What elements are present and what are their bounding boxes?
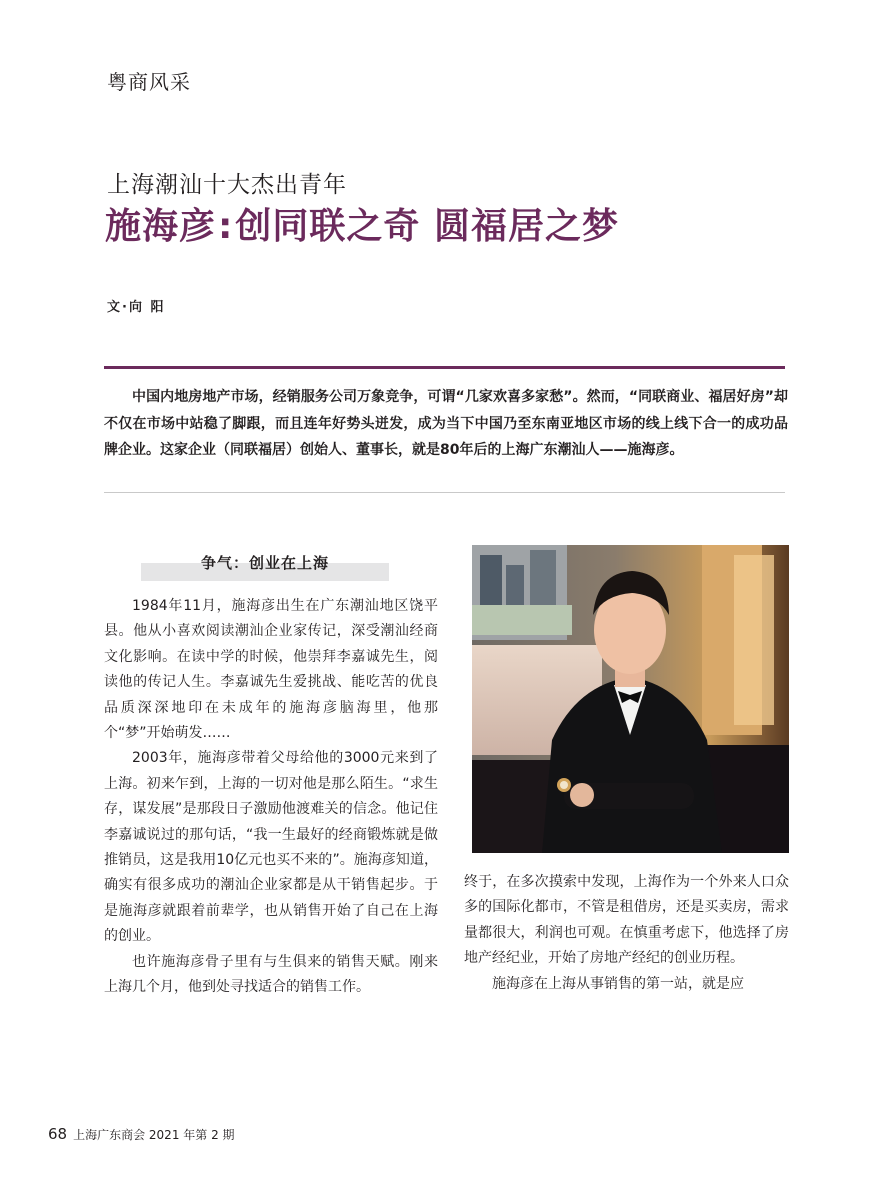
- byline: 文·向 阳: [107, 300, 166, 315]
- article-kicker: 上海潮汕十大杰出青年: [107, 172, 347, 198]
- body-paragraph: 1984年11月，施海彦出生在广东潮汕地区饶平县。他从小喜欢阅读潮汕企业家传记，深受潮汕经商文化影响。在读中学的时候，他崇拜李嘉诚先生，阅读他的传记人生。李嘉诚先生爱挑战、能吃苦的优良品质深深地印在未成年的施海彦脑海里，他那个“梦”开始萌发……: [104, 598, 438, 742]
- headline-name: 施海彦: [105, 206, 217, 247]
- left-column: [104, 594, 438, 1001]
- article-headline: [105, 198, 619, 249]
- right-column: [464, 870, 789, 997]
- body-paragraph: 终于，在多次摸索中发现，上海作为一个外来人口众多的国际化都市，不管是租借房，还是买卖房，需求量都很大，利润也可观。在慎重考虑下，他选择了房地产经纪业，开始了房地产经纪的创业历程。: [464, 874, 789, 967]
- section-subhead: 争气：创业在上海: [200, 554, 329, 572]
- body-paragraph: 2003年，施海彦带着父母给他的3000元来到了上海。初来乍到，上海的一切对他是那么陌生。“求生存，谋发展”是那段日子激励他渡难关的信念。他记住李嘉诚说过的那句话，“我一生最好的经商锻炼就是做推销员，这是我用10亿元也买不来的”。施海彦知道，确实有很多成功的潮汕企业家都是从干销售起步。于是施海彦就跟着前辈学，也从销售开始了自己在上海的创业。: [104, 750, 438, 945]
- portrait-photo: [472, 545, 789, 853]
- section-label: 粤商风采: [107, 70, 191, 94]
- lead-paragraph: 中国内地房地产市场，经销服务公司万象竞争，可谓“几家欢喜多家愁”。然而，“同联商业、福居好房”却不仅在市场中站稳了脚跟，而且连年好势头迸发，成为当下中国乃至东南亚地区市场的线上线下合一的成功品牌企业。这家企业（同联福居）创始人、董事长，就是80年后的上海广东潮汕人——施海彦。: [104, 389, 788, 458]
- headline-colon: :: [218, 206, 234, 247]
- top-divider: [104, 366, 785, 369]
- page-footer: [48, 1125, 235, 1143]
- page-number: 68: [48, 1125, 68, 1143]
- publication-name: 上海广东商会 2021 年第 2 期: [73, 1128, 235, 1142]
- lead-divider: [104, 492, 785, 493]
- headline-tagline: 创同联之奇 圆福居之梦: [235, 206, 619, 247]
- body-paragraph: 施海彦在上海从事销售的第一站，就是应: [492, 975, 744, 992]
- body-paragraph: 也许施海彦骨子里有与生俱来的销售天赋。刚来上海几个月，他到处寻找适合的销售工作。: [104, 953, 438, 996]
